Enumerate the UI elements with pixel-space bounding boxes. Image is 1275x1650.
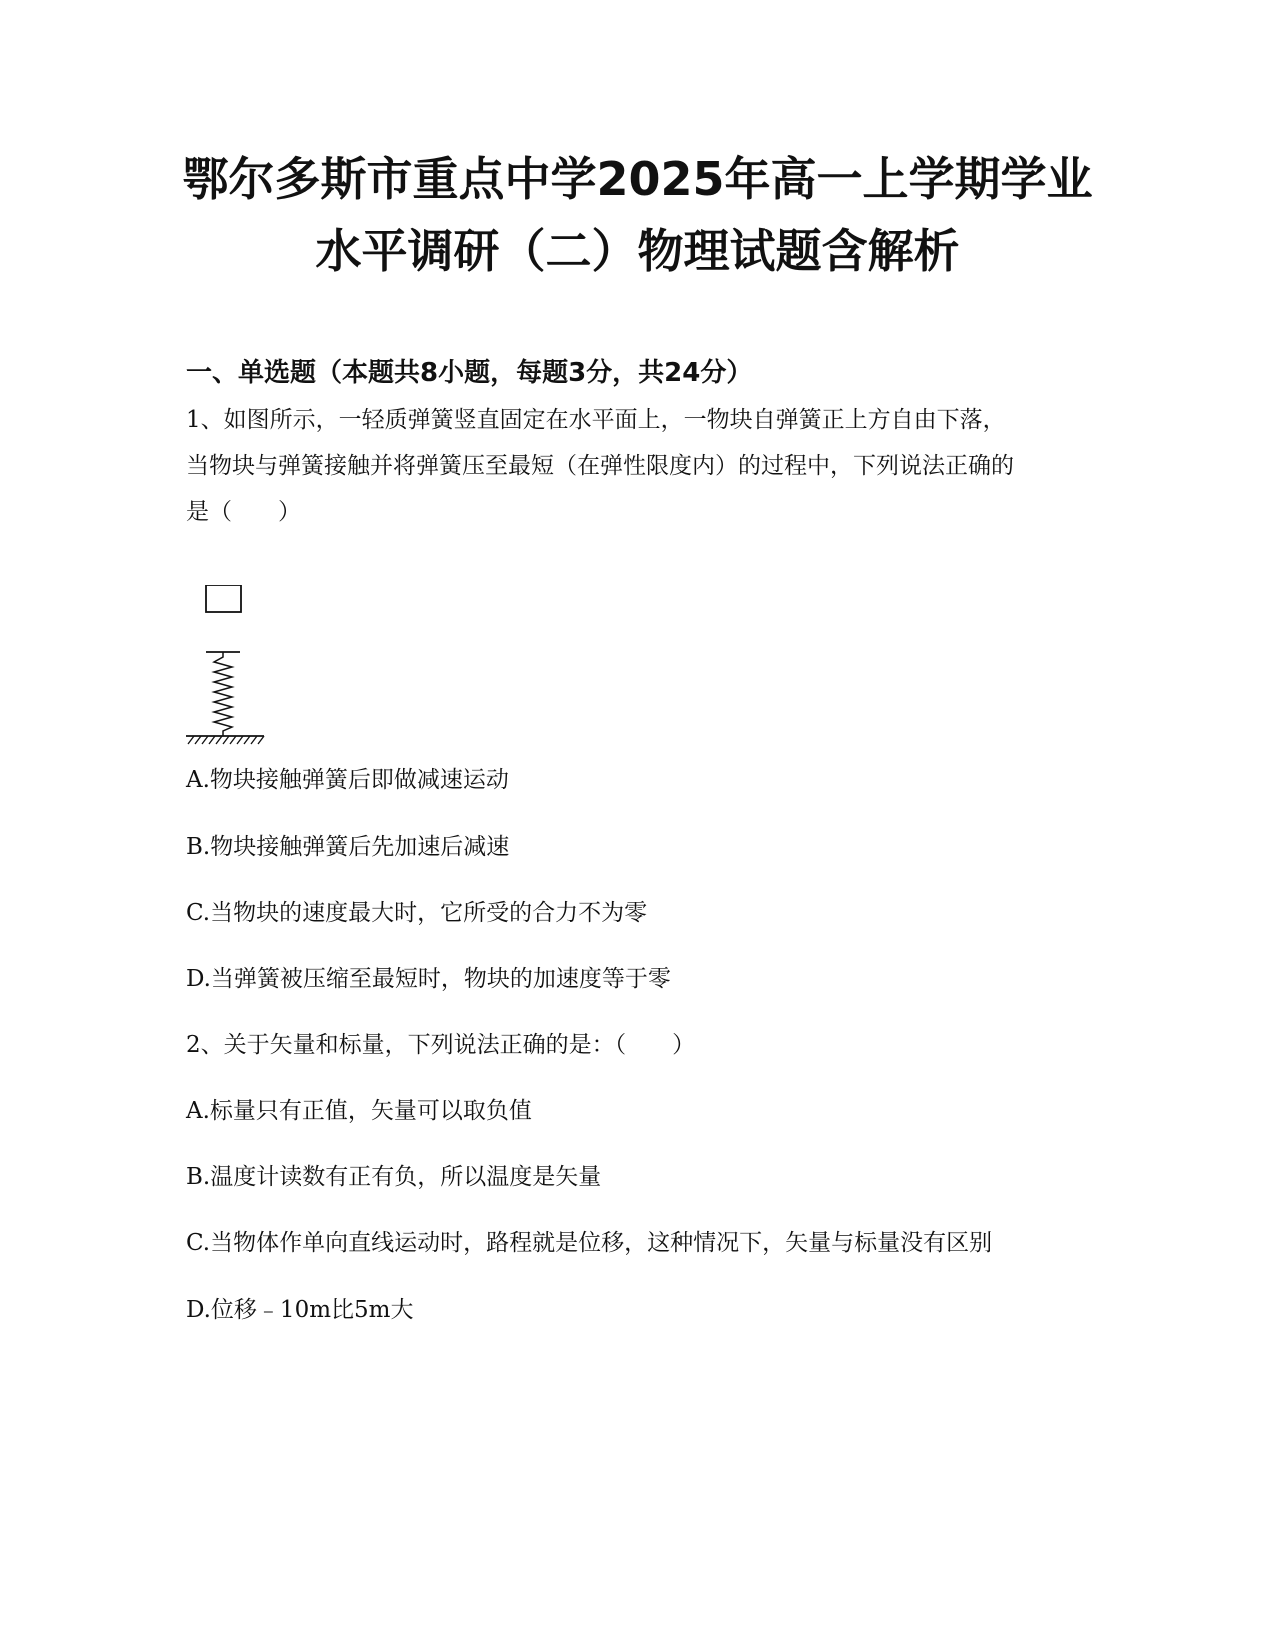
- question-2-option-a: A.标量只有正值，矢量可以取负值: [186, 1098, 532, 1124]
- question-2-stem-line-1: 2、关于矢量和标量，下列说法正确的是：（ ）: [186, 1032, 696, 1058]
- section-heading: 一、单选题（本题共8小题，每题3分，共24分）: [186, 358, 753, 388]
- block-shape: [206, 585, 241, 612]
- question-1-stem-line-2: 当物块与弹簧接触并将弹簧压至最短（在弹性限度内）的过程中，下列说法正确的: [186, 453, 1014, 479]
- question-1-option-c: C.当物块的速度最大时，它所受的合力不为零: [186, 900, 648, 926]
- spring-block-figure: [186, 585, 286, 760]
- question-2-option-b: B.温度计读数有正有负，所以温度是矢量: [186, 1164, 602, 1190]
- question-1-option-b: B.物块接触弹簧后先加速后减速: [186, 834, 510, 860]
- question-1-option-a: A.物块接触弹簧后即做减速运动: [186, 767, 509, 793]
- document-title-line-2: 水平调研（二）物理试题含解析: [315, 224, 960, 278]
- question-1-stem-line-3: 是（ ）: [186, 499, 301, 525]
- spring-coil: [214, 652, 232, 736]
- document-title-line-1: 鄂尔多斯市重点中学2025年高一上学期学业: [182, 152, 1093, 206]
- question-1-stem-line-1: 1、如图所示，一轻质弹簧竖直固定在水平面上，一物块自弹簧正上方自由下落，: [186, 407, 1006, 433]
- ground-hatching: [188, 736, 264, 744]
- question-2-option-c: C.当物体作单向直线运动时，路程就是位移，这种情况下，矢量与标量没有区别: [186, 1230, 993, 1256]
- question-1-option-d: D.当弹簧被压缩至最短时，物块的加速度等于零: [186, 966, 671, 992]
- question-2-option-d: D.位移﹣10m比5m大: [186, 1297, 414, 1323]
